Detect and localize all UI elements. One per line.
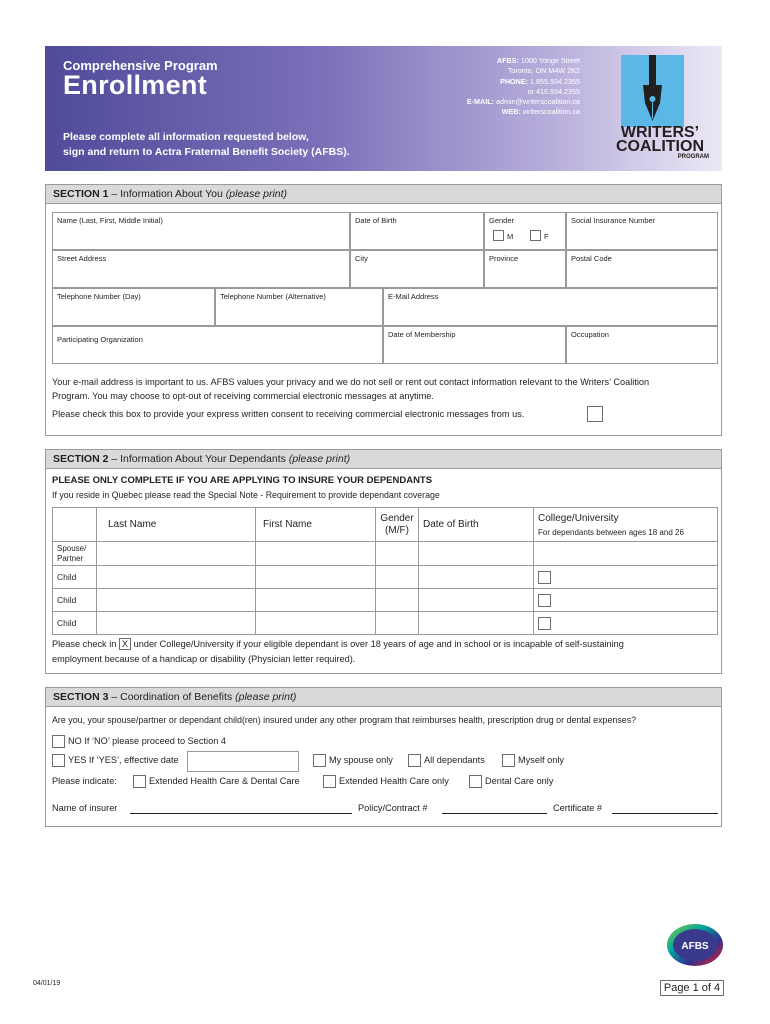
consent-checkbox[interactable]: [587, 406, 603, 422]
org-label: Participating Organization: [57, 335, 143, 344]
child1-college-checkbox[interactable]: [538, 571, 551, 584]
revision-date: 04/01/19: [33, 980, 61, 987]
child3-college-cell: [534, 612, 718, 635]
instructions-line1: Please complete all information requested below,: [63, 131, 309, 143]
col-college-note: For dependants between ages 18 and 26: [538, 527, 684, 537]
web-label: WEB:: [501, 107, 521, 117]
ehc-only-label: Extended Health Care only: [339, 776, 449, 786]
postal-label: Postal Code: [571, 254, 612, 263]
membership-field[interactable]: [383, 326, 566, 364]
occupation-label: Occupation: [571, 330, 609, 339]
header-banner: [45, 46, 722, 171]
section2-header: [45, 449, 722, 469]
section3-number: SECTION 3: [53, 691, 109, 703]
college-note-line2: employment because of a handicap or disability (Physician letter required).: [52, 654, 356, 664]
all-dependants-label: All dependants: [424, 755, 485, 765]
afbs-logo-icon: [666, 922, 724, 968]
ehc-dental-checkbox[interactable]: [133, 775, 146, 788]
form-title-line1: Comprehensive Program: [63, 58, 218, 73]
table-row: [53, 589, 718, 612]
gender-m-label: M: [507, 232, 514, 241]
insurer-input[interactable]: [130, 813, 352, 814]
section1-body: [45, 204, 722, 436]
ehc-dental-label: Extended Health Care & Dental Care: [149, 776, 300, 786]
spouse-gender-cell[interactable]: [376, 542, 419, 566]
no-label: NO If ‘NO’ please proceed to Section 4: [68, 736, 226, 746]
occupation-field[interactable]: [566, 326, 718, 364]
street-label: Street Address: [57, 254, 107, 263]
child1-first-name-cell[interactable]: [256, 566, 376, 589]
section3-hint: (please print): [235, 691, 297, 703]
sin-label: Social Insurance Number: [571, 216, 656, 225]
table-header-row: [53, 508, 718, 542]
row-label-spouse: Spouse/ Partner: [53, 542, 97, 566]
dental-only-checkbox[interactable]: [469, 775, 482, 788]
college-note-mark: X: [119, 638, 131, 650]
child2-gender-cell[interactable]: [376, 589, 419, 612]
name-field[interactable]: [52, 212, 350, 250]
section1-title: – Information About You: [108, 188, 226, 200]
tel-day-label: Telephone Number (Day): [57, 292, 141, 301]
afbs-logo-text: AFBS: [681, 941, 709, 952]
name-label: Name (Last, First, Middle Initial): [57, 216, 163, 225]
consent-text: Please check this box to provide your express written consent to receiving commercial electronic messages from us.: [52, 409, 525, 419]
spouse-college-cell: [534, 542, 718, 566]
college-note-text: under College/University if your eligible dependant is over 18 years of age and in school or is incapable of self-sustaining: [131, 639, 624, 649]
row-label-child: Child: [53, 589, 97, 612]
section3-title: – Coordination of Benefits: [108, 691, 236, 703]
dob-label: Date of Birth: [355, 216, 397, 225]
afbs-label: AFBS:: [496, 56, 519, 65]
section2-hint: (please print): [288, 453, 351, 465]
spouse-first-name-cell[interactable]: [256, 542, 376, 566]
street-field[interactable]: [52, 250, 350, 288]
child3-first-name-cell[interactable]: [256, 612, 376, 635]
yes-label: YES If ‘YES’, effective date: [68, 755, 179, 765]
gender-label: Gender: [489, 216, 515, 225]
instructions-line2: sign and return to Actra Fraternal Benefit Society (AFBS).: [63, 146, 350, 158]
child1-last-name-cell[interactable]: [97, 566, 256, 589]
spouse-only-checkbox[interactable]: [313, 754, 326, 767]
child2-dob-cell[interactable]: [419, 589, 534, 612]
college-note-line1: [52, 639, 624, 649]
child3-last-name-cell[interactable]: [97, 612, 256, 635]
myself-only-label: Myself only: [518, 755, 564, 765]
section1-number: SECTION 1: [53, 188, 109, 200]
ehc-only-checkbox[interactable]: [323, 775, 336, 788]
table-row: [53, 542, 718, 566]
certificate-input[interactable]: [612, 813, 718, 814]
certificate-label: Certificate #: [553, 803, 603, 813]
col-dob: Date of Birth: [419, 508, 534, 542]
child3-gender-cell[interactable]: [376, 612, 419, 635]
writers-coalition-logo: [605, 126, 715, 161]
spouse-last-name-cell[interactable]: [97, 542, 256, 566]
indicate-label: Please indicate:: [52, 776, 117, 786]
email-label: E-MAIL:: [466, 97, 494, 107]
form-title: Enrollment: [63, 70, 208, 100]
child1-gender-cell[interactable]: [376, 566, 419, 589]
col-college-title: College/University: [538, 512, 619, 524]
gender-f-checkbox[interactable]: [530, 230, 541, 241]
child3-dob-cell[interactable]: [419, 612, 534, 635]
header-blank: [53, 508, 97, 542]
web-address: writerscoalition.ca: [522, 107, 580, 117]
tel-alt-field[interactable]: [215, 288, 383, 326]
province-field[interactable]: [484, 250, 566, 288]
pen-nib-logo-icon: [621, 55, 684, 127]
child2-college-cell: [534, 589, 718, 612]
privacy-note-line2: Program. You may choose to opt-out of receiving commercial electronic messages at anytime.: [52, 391, 434, 401]
col-gender-line2: (M/F): [385, 524, 409, 536]
spouse-only-label: My spouse only: [329, 755, 393, 765]
dental-only-label: Dental Care only: [485, 776, 554, 786]
yes-checkbox[interactable]: [52, 754, 65, 767]
page-number: Page 1 of 4: [660, 980, 724, 996]
city-label: City: [355, 254, 368, 263]
college-note-prefix: Please check in: [52, 639, 117, 649]
afbs-address2: Toronto, ON M4W 2K2: [507, 66, 580, 76]
phone-label: PHONE:: [500, 76, 529, 86]
email-address: admin@writerscoalition.ca: [496, 97, 580, 107]
child3-college-checkbox[interactable]: [538, 617, 551, 630]
no-checkbox[interactable]: [52, 735, 65, 748]
province-label: Province: [489, 254, 519, 263]
child2-college-checkbox[interactable]: [538, 594, 551, 607]
membership-label: Date of Membership: [388, 330, 456, 339]
tel-day-field[interactable]: [52, 288, 215, 326]
email-field[interactable]: [383, 288, 718, 326]
col-gender: [376, 508, 419, 542]
privacy-note-line1: Your e-mail address is important to us. AFBS values your privacy and we do not sell or rent out contact information relevant to the Writers’ Coalition: [52, 377, 650, 387]
logo-coalition: COALITION: [616, 138, 704, 155]
phone-number: 1.855.934.2355: [530, 76, 580, 86]
col-gender-line1: Gender: [380, 512, 414, 524]
gender-m-checkbox[interactable]: [493, 230, 504, 241]
quebec-note: If you reside in Quebec please read the Special Note - Requirement to provide dependant coverage: [52, 490, 440, 500]
org-field[interactable]: [52, 326, 383, 364]
table-row: [53, 612, 718, 635]
contact-info: [435, 56, 580, 118]
gender-f-label: F: [544, 232, 549, 241]
logo-program: PROGRAM: [677, 154, 709, 160]
myself-only-checkbox[interactable]: [502, 754, 515, 767]
coordination-question: Are you, your spouse/partner or dependant child(ren) insured under any other program that reimburses health, prescription drug or dental expenses?: [52, 715, 637, 725]
logo-writers: WRITERS’: [620, 124, 700, 141]
postal-field[interactable]: [566, 250, 718, 288]
dob-field[interactable]: [350, 212, 484, 250]
all-dependants-checkbox[interactable]: [408, 754, 421, 767]
section2-body: [45, 469, 722, 674]
col-first-name: First Name: [256, 508, 376, 542]
email-field-label: E-Mail Address: [388, 292, 439, 301]
col-college: [534, 508, 718, 542]
spouse-dob-cell[interactable]: [419, 542, 534, 566]
form-instructions: [63, 130, 403, 160]
child1-college-cell: [534, 566, 718, 589]
dependants-table: [52, 507, 718, 635]
section1-header: [45, 184, 722, 204]
section2-title: – Information About Your Dependants: [108, 453, 289, 465]
dependants-heading: PLEASE ONLY COMPLETE IF YOU ARE APPLYING TO INSURE YOUR DEPENDANTS: [52, 475, 433, 486]
child2-first-name-cell[interactable]: [256, 589, 376, 612]
policy-input[interactable]: [442, 813, 547, 814]
effective-date-input[interactable]: [187, 751, 299, 772]
afbs-address1: 1000 Yonge Street: [520, 56, 580, 65]
insurer-label: Name of insurer: [52, 803, 118, 813]
section3-body: [45, 707, 722, 827]
tel-alt-label: Telephone Number (Alternative): [220, 292, 326, 301]
phone-number-alt: or 416.934.2355: [527, 86, 580, 96]
policy-label: Policy/Contract #: [358, 803, 428, 813]
child2-last-name-cell[interactable]: [97, 589, 256, 612]
row-label-child: Child: [53, 612, 97, 635]
child1-dob-cell[interactable]: [419, 566, 534, 589]
row-label-child: Child: [53, 566, 97, 589]
sin-field[interactable]: [566, 212, 718, 250]
table-row: [53, 566, 718, 589]
col-last-name: Last Name: [97, 508, 256, 542]
section1-hint: (please print): [225, 188, 288, 200]
section2-number: SECTION 2: [53, 453, 109, 465]
section3-header: [45, 687, 722, 707]
city-field[interactable]: [350, 250, 484, 288]
gender-field: [484, 212, 566, 250]
